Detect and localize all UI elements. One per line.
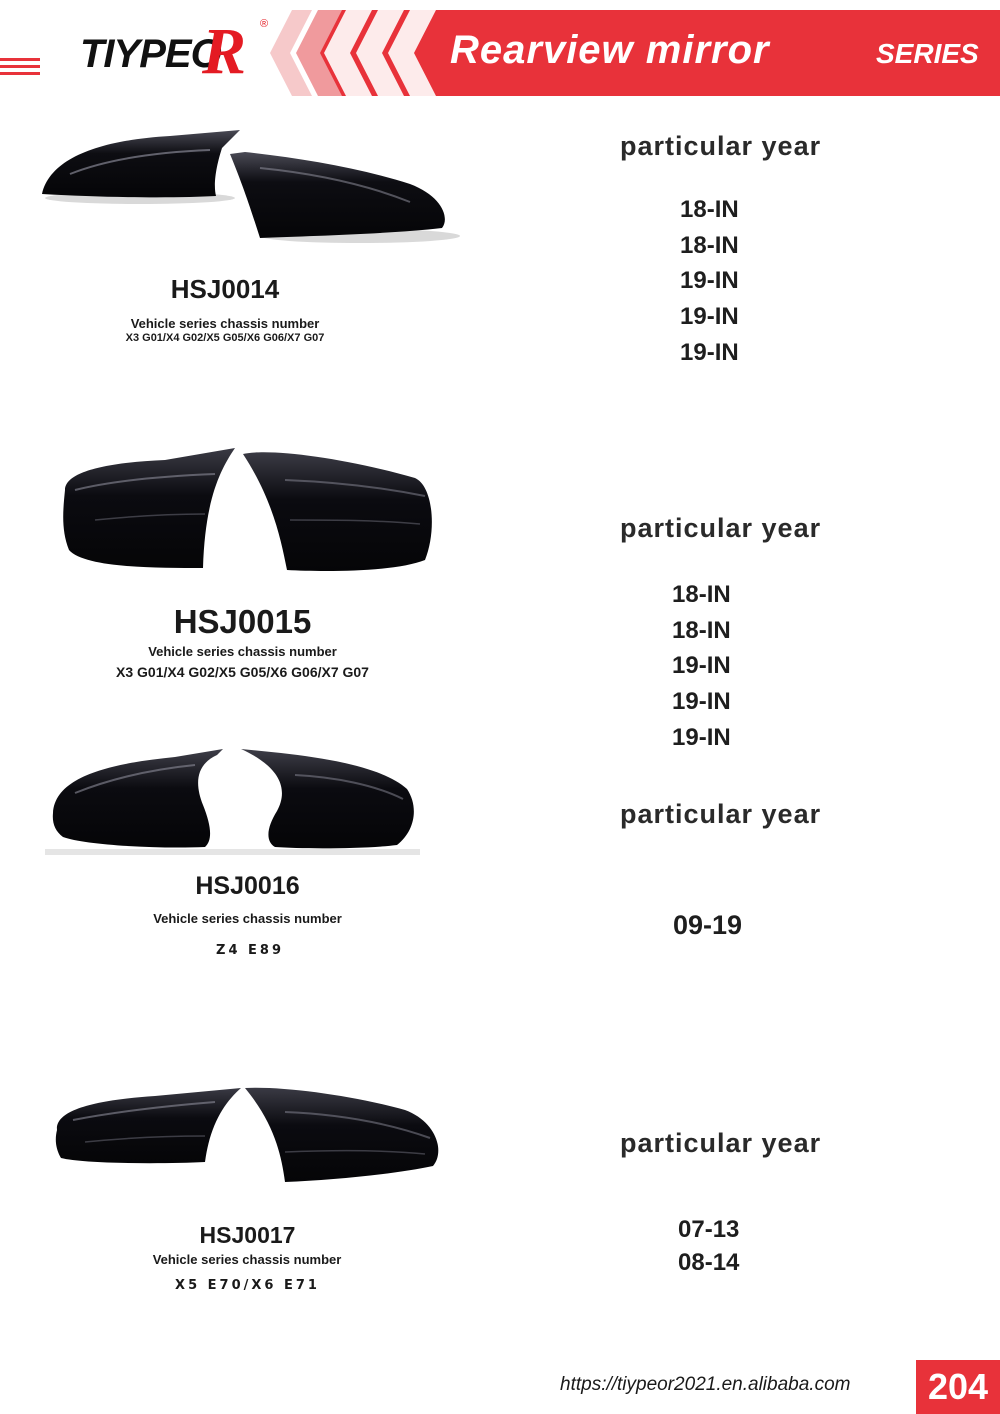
year-item: 18-IN xyxy=(672,581,731,608)
year-list xyxy=(680,192,739,370)
header-stripes xyxy=(0,58,40,79)
mirror-cover-image xyxy=(30,118,460,248)
chassis-number: X3 G01/X4 G02/X5 G05/X6 G06/X7 G07 xyxy=(125,332,325,344)
year-item: 19-IN xyxy=(672,688,731,716)
mirror-cover-image xyxy=(45,1082,445,1187)
year-heading: particular year xyxy=(620,1128,822,1158)
chassis-label: Vehicle series chassis number xyxy=(153,911,342,926)
year-item: 18-IN xyxy=(672,616,731,644)
product-code: HSJ0016 xyxy=(195,872,300,900)
chassis-label: Vehicle series chassis number xyxy=(152,1252,342,1267)
chassis-number: Z4 E89 xyxy=(216,943,284,958)
year-item: 19-IN xyxy=(680,303,739,331)
mirror-cover-image xyxy=(55,440,445,580)
registered-mark: ® xyxy=(260,18,269,30)
product-code: HSJ0017 xyxy=(199,1222,296,1248)
year-item: 19-IN xyxy=(680,338,739,366)
product-code: HSJ0015 xyxy=(173,603,312,640)
year-item: 18-IN xyxy=(680,231,739,259)
year-item: 18-IN xyxy=(680,196,739,223)
year-item: 08-14 xyxy=(678,1249,740,1276)
year-heading: particular year xyxy=(620,513,822,543)
page-number: 204 xyxy=(916,1360,1000,1414)
year-list xyxy=(678,1213,739,1279)
year-heading: particular year xyxy=(620,799,822,829)
chassis-label: Vehicle series chassis number xyxy=(148,644,337,659)
mirror-cover-image xyxy=(45,745,420,860)
year-item: 09-19 xyxy=(673,910,743,940)
chassis-label: Vehicle series chassis number xyxy=(130,316,320,331)
chassis-number: X3 G01/X4 G02/X5 G05/X6 G06/X7 G07 xyxy=(116,664,369,680)
chassis-number: X5 E70/X6 E71 xyxy=(175,1278,320,1293)
year-heading: particular year xyxy=(620,131,822,161)
year-item: 19-IN xyxy=(672,652,731,680)
series-label: SERIES xyxy=(876,38,979,69)
logo-wordmark: TIYPEO xyxy=(80,32,221,76)
year-list xyxy=(673,908,742,944)
footer-url: https://tiypeor2021.en.alibaba.com xyxy=(560,1374,851,1395)
year-list xyxy=(672,577,731,755)
year-item: 19-IN xyxy=(672,723,731,751)
logo-r-mark: R xyxy=(202,15,247,88)
page-title: Rearview mirror xyxy=(450,28,770,72)
product-code: HSJ0014 xyxy=(170,274,280,304)
year-item: 19-IN xyxy=(680,267,739,295)
year-item: 07-13 xyxy=(678,1216,740,1243)
